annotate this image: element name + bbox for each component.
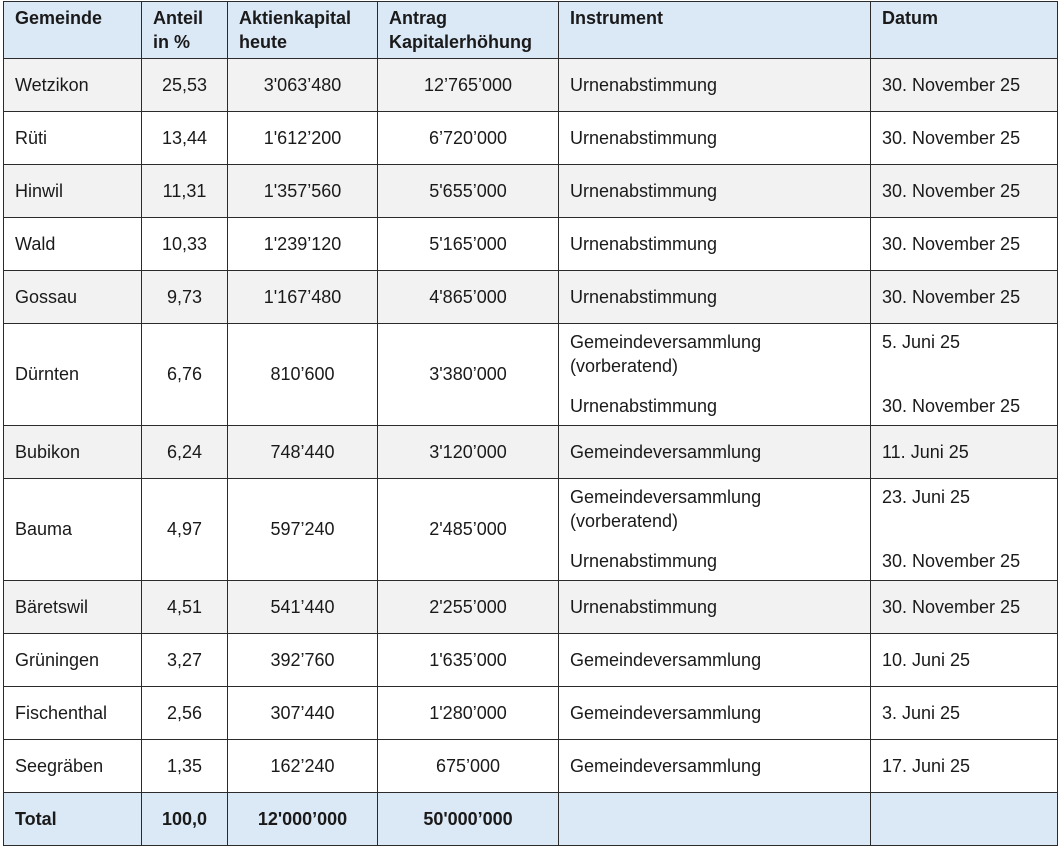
cell-datum: 3. Juni 25: [871, 687, 1058, 740]
cell-aktienkapital: 748’440: [228, 426, 378, 479]
cell-instrument: Urnenabstimmung: [559, 165, 871, 218]
header-instrument: Instrument: [559, 2, 871, 59]
total-label: Total: [4, 793, 142, 846]
table-row: [4, 271, 1058, 324]
cell-antrag: 5'165’000: [378, 218, 559, 271]
cell-datum: 30. November 25: [871, 218, 1058, 271]
cell-datum: [871, 479, 1058, 581]
datum-secondary: 30. November 25: [882, 396, 1021, 416]
instrument-secondary: Urnenabstimmung: [570, 551, 718, 571]
instrument-primary: Gemeindeversammlung (vorberatend): [570, 332, 762, 376]
cell-datum: 30. November 25: [871, 112, 1058, 165]
cell-antrag: 5'655’000: [378, 165, 559, 218]
cell-antrag: 2'485’000: [378, 479, 559, 581]
total-instrument: [559, 793, 871, 846]
cell-instrument: Urnenabstimmung: [559, 59, 871, 112]
capital-increase-table: [3, 1, 1058, 846]
cell-antrag: 1'280’000: [378, 687, 559, 740]
total-antrag: 50'000’000: [378, 793, 559, 846]
cell-gemeinde: Hinwil: [4, 165, 142, 218]
cell-instrument: Urnenabstimmung: [559, 112, 871, 165]
cell-aktienkapital: 3'063’480: [228, 59, 378, 112]
table-row: [4, 581, 1058, 634]
cell-datum: 10. Juni 25: [871, 634, 1058, 687]
header-gemeinde: Gemeinde: [4, 2, 142, 59]
datum-primary: 5. Juni 25: [882, 332, 961, 352]
cell-anteil: 25,53: [142, 59, 228, 112]
cell-aktienkapital: 1'239’120: [228, 218, 378, 271]
cell-instrument: Gemeindeversammlung: [559, 426, 871, 479]
cell-anteil: 11,31: [142, 165, 228, 218]
cell-instrument: [559, 324, 871, 426]
cell-aktienkapital: 597’240: [228, 479, 378, 581]
cell-gemeinde: Bäretswil: [4, 581, 142, 634]
cell-anteil: 13,44: [142, 112, 228, 165]
cell-antrag: 12’765’000: [378, 59, 559, 112]
cell-aktienkapital: 1'612’200: [228, 112, 378, 165]
table-row: [4, 687, 1058, 740]
cell-aktienkapital: 162’240: [228, 740, 378, 793]
cell-aktienkapital: 541’440: [228, 581, 378, 634]
cell-antrag: 3'120’000: [378, 426, 559, 479]
cell-anteil: 1,35: [142, 740, 228, 793]
header-anteil: Anteil in %: [142, 2, 228, 59]
cell-gemeinde: Wald: [4, 218, 142, 271]
cell-anteil: 3,27: [142, 634, 228, 687]
cell-instrument: Urnenabstimmung: [559, 271, 871, 324]
instrument-secondary: Urnenabstimmung: [570, 396, 718, 416]
cell-gemeinde: Fischenthal: [4, 687, 142, 740]
cell-aktienkapital: 392’760: [228, 634, 378, 687]
datum-primary: 23. Juni 25: [882, 487, 971, 507]
cell-antrag: 2'255’000: [378, 581, 559, 634]
cell-instrument: Gemeindeversammlung: [559, 634, 871, 687]
cell-instrument: Urnenabstimmung: [559, 218, 871, 271]
cell-anteil: 10,33: [142, 218, 228, 271]
cell-gemeinde: Gossau: [4, 271, 142, 324]
header-datum: Datum: [871, 2, 1058, 59]
total-anteil: 100,0: [142, 793, 228, 846]
cell-antrag: 6’720’000: [378, 112, 559, 165]
cell-datum: 30. November 25: [871, 581, 1058, 634]
cell-anteil: 4,51: [142, 581, 228, 634]
cell-anteil: 2,56: [142, 687, 228, 740]
cell-anteil: 6,76: [142, 324, 228, 426]
cell-datum: 30. November 25: [871, 271, 1058, 324]
cell-anteil: 4,97: [142, 479, 228, 581]
cell-instrument: Gemeindeversammlung: [559, 687, 871, 740]
total-aktienkapital: 12'000’000: [228, 793, 378, 846]
cell-gemeinde: Bubikon: [4, 426, 142, 479]
cell-gemeinde: Grüningen: [4, 634, 142, 687]
cell-antrag: 3'380’000: [378, 324, 559, 426]
table-row: [4, 218, 1058, 271]
cell-aktienkapital: 810’600: [228, 324, 378, 426]
table-row: [4, 740, 1058, 793]
cell-antrag: 675’000: [378, 740, 559, 793]
cell-anteil: 9,73: [142, 271, 228, 324]
header-aktienkapital: Aktienkapital heute: [228, 2, 378, 59]
datum-secondary: 30. November 25: [882, 551, 1021, 571]
cell-instrument: [559, 479, 871, 581]
cell-instrument: Gemeindeversammlung: [559, 740, 871, 793]
cell-gemeinde: Seegräben: [4, 740, 142, 793]
table-header-row: [4, 2, 1058, 59]
cell-aktienkapital: 307’440: [228, 687, 378, 740]
table-row: [4, 426, 1058, 479]
table-row: [4, 59, 1058, 112]
total-row: [4, 793, 1058, 846]
table-row: [4, 479, 1058, 581]
cell-datum: [871, 324, 1058, 426]
cell-gemeinde: Dürnten: [4, 324, 142, 426]
table-row: [4, 324, 1058, 426]
header-antrag: Antrag Kapitalerhöhung: [378, 2, 559, 59]
cell-gemeinde: Bauma: [4, 479, 142, 581]
cell-gemeinde: Rüti: [4, 112, 142, 165]
cell-datum: 30. November 25: [871, 59, 1058, 112]
table-row: [4, 112, 1058, 165]
cell-gemeinde: Wetzikon: [4, 59, 142, 112]
cell-datum: 30. November 25: [871, 165, 1058, 218]
cell-antrag: 1'635’000: [378, 634, 559, 687]
table-row: [4, 165, 1058, 218]
cell-anteil: 6,24: [142, 426, 228, 479]
cell-antrag: 4'865’000: [378, 271, 559, 324]
cell-aktienkapital: 1'357’560: [228, 165, 378, 218]
cell-instrument: Urnenabstimmung: [559, 581, 871, 634]
cell-datum: 17. Juni 25: [871, 740, 1058, 793]
instrument-primary: Gemeindeversammlung (vorberatend): [570, 487, 762, 531]
cell-datum: 11. Juni 25: [871, 426, 1058, 479]
cell-aktienkapital: 1'167’480: [228, 271, 378, 324]
table-row: [4, 634, 1058, 687]
total-datum: [871, 793, 1058, 846]
